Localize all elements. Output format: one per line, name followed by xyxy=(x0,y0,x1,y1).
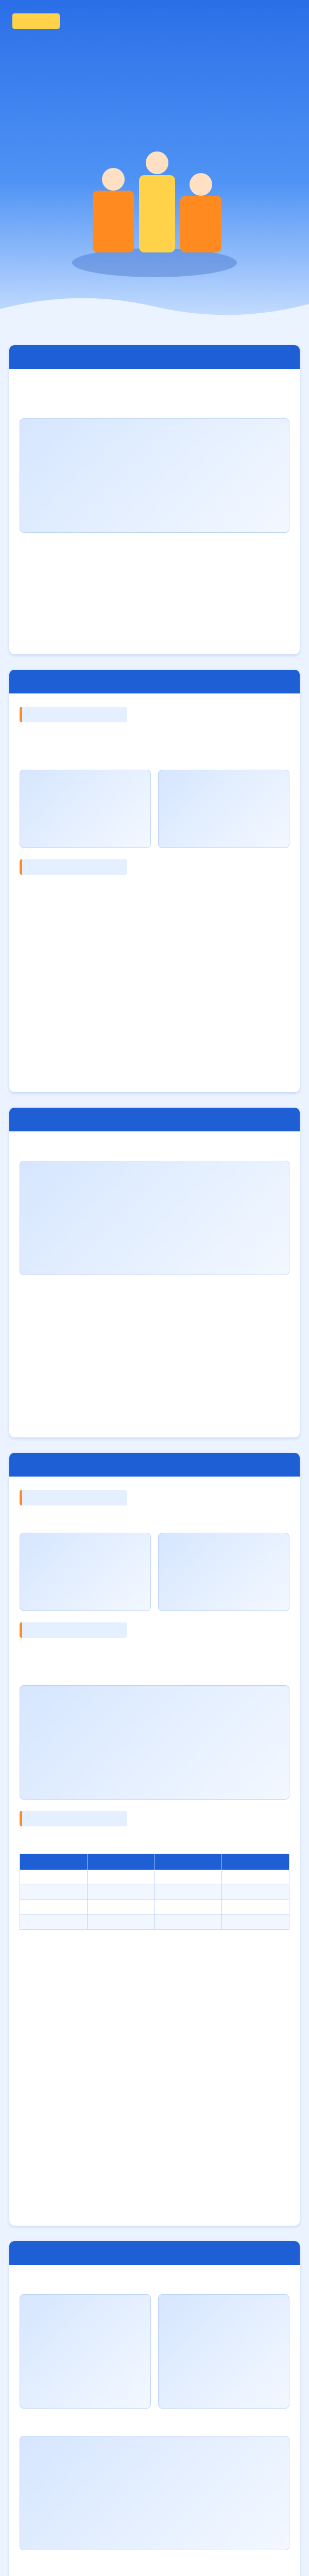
section-3-paragraph xyxy=(20,1141,289,1155)
sub-heading xyxy=(20,859,127,875)
section-1-paragraph xyxy=(20,540,289,554)
section-3 xyxy=(9,1108,300,1437)
section-2-paragraph xyxy=(20,902,289,916)
section-2 xyxy=(9,670,300,1092)
table-cell xyxy=(20,1915,88,1930)
section-1-paragraph xyxy=(20,378,289,392)
section-1-header xyxy=(9,345,300,369)
rescue-illustration xyxy=(62,129,247,283)
section-2-header xyxy=(9,670,300,693)
section-2-paragraph xyxy=(20,882,289,896)
table-cell xyxy=(222,1885,289,1900)
section-4-paragraph xyxy=(20,1937,289,1951)
table-cell xyxy=(154,1870,222,1885)
section-5-paragraph xyxy=(20,2416,289,2430)
table-header xyxy=(154,1854,222,1870)
illustration xyxy=(158,770,289,848)
section-4-paragraph xyxy=(20,1834,289,1848)
illustration xyxy=(158,2294,289,2409)
table-cell xyxy=(87,1900,154,1915)
section-5-paragraph xyxy=(20,2274,289,2288)
section-2-paragraph xyxy=(20,730,289,743)
table-cell xyxy=(20,1870,88,1885)
sub-heading xyxy=(20,1811,127,1826)
table-cell xyxy=(222,1915,289,1930)
section-1 xyxy=(9,345,300,654)
section-4-paragraph xyxy=(20,1645,289,1659)
table-row xyxy=(20,1915,289,1930)
illustration xyxy=(20,770,151,848)
illustration xyxy=(20,1685,289,1800)
section-5-header xyxy=(9,2241,300,2265)
banner xyxy=(0,0,309,330)
illustration xyxy=(20,2436,289,2550)
table-cell xyxy=(222,1870,289,1885)
sub-heading xyxy=(20,707,127,722)
section-4-header xyxy=(9,1453,300,1477)
table-cell xyxy=(154,1885,222,1900)
table-row xyxy=(20,1885,289,1900)
section-3-header xyxy=(9,1108,300,1131)
table-cell xyxy=(87,1870,154,1885)
section-5 xyxy=(9,2241,300,2576)
table-cell xyxy=(154,1915,222,1930)
illustration xyxy=(20,1533,151,1611)
illustration xyxy=(20,1161,289,1275)
illustration xyxy=(158,1533,289,1611)
table-row xyxy=(20,1870,289,1885)
table-cell xyxy=(87,1885,154,1900)
table-cell xyxy=(222,1900,289,1915)
table-cell xyxy=(87,1915,154,1930)
table-cell xyxy=(154,1900,222,1915)
table-header xyxy=(87,1854,154,1870)
section-4-paragraph xyxy=(20,1665,289,1679)
section-3-paragraph xyxy=(20,1302,289,1316)
banner-wave xyxy=(0,283,309,330)
sub-heading xyxy=(20,1622,127,1638)
section-4-paragraph xyxy=(20,1513,289,1527)
sub-heading xyxy=(20,1490,127,1505)
table-cell xyxy=(20,1885,88,1900)
section-1-paragraph xyxy=(20,398,289,412)
table-header xyxy=(222,1854,289,1870)
banner-tag xyxy=(12,13,60,29)
section-2-paragraph xyxy=(20,750,289,764)
table-header xyxy=(20,1854,88,1870)
illustration xyxy=(20,2294,151,2409)
section-3-paragraph xyxy=(20,1282,289,1296)
table-cell xyxy=(20,1900,88,1915)
table-row xyxy=(20,1900,289,1915)
indicator-table xyxy=(20,1854,289,1930)
illustration xyxy=(20,418,289,533)
section-4 xyxy=(9,1453,300,2226)
section-5-paragraph xyxy=(20,2557,289,2571)
